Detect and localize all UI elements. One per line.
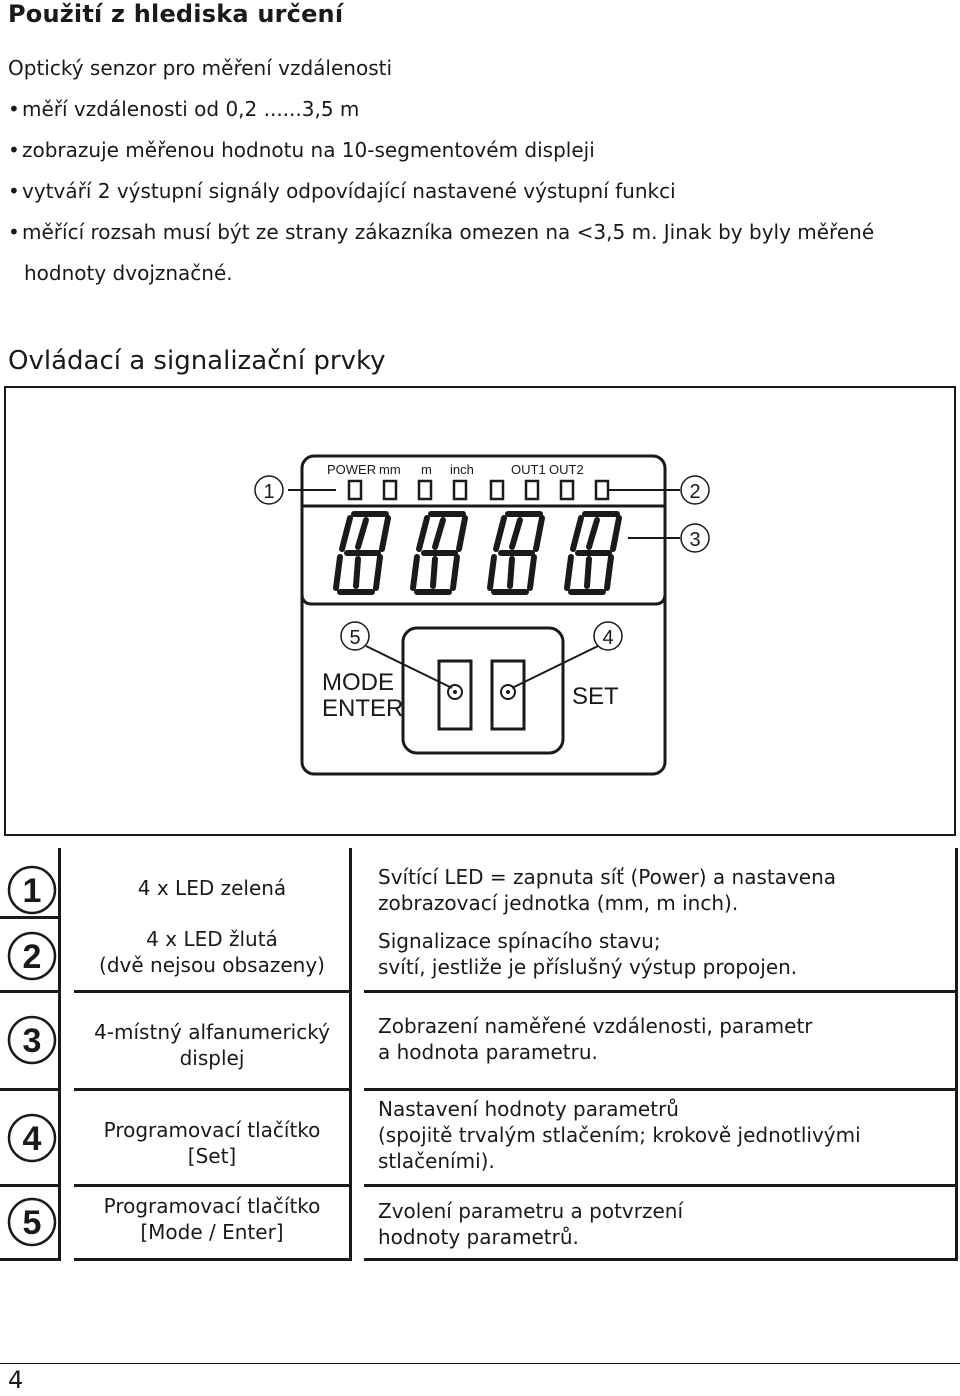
table-bottom (0, 1258, 61, 1261)
row-number-5 (6, 1196, 58, 1248)
description-cell (378, 864, 948, 916)
svg-text:3: 3 (22, 1022, 42, 1060)
row-separator (0, 916, 61, 919)
led-indicator (526, 481, 538, 499)
element-cell (74, 1193, 350, 1245)
description-cell (378, 928, 948, 980)
element-cell (74, 875, 350, 901)
page-number: 4 (8, 1366, 24, 1394)
footer-rule (0, 1363, 960, 1364)
callout-2 (681, 476, 709, 504)
led-indicator (596, 481, 608, 499)
set-label: SET (572, 683, 619, 710)
row-separator (364, 1184, 958, 1187)
digit-segment-group (336, 514, 388, 592)
description-text: Zvolení parametru a potvrzení (378, 1199, 684, 1223)
element-cell (74, 1117, 350, 1169)
element-text: 4 x LED žlutá (146, 927, 278, 951)
element-cell (74, 926, 350, 978)
description-cell (378, 1198, 948, 1250)
svg-text:1: 1 (263, 481, 275, 503)
led-indicator (419, 481, 431, 499)
digit-segment-group (567, 514, 619, 592)
section-title-usage: Použití z hlediska určení (8, 0, 344, 28)
svg-text:1: 1 (22, 872, 42, 910)
callout-4 (594, 622, 622, 650)
description-text: stlačeními). (378, 1149, 495, 1173)
description-text: hodnoty parametrů. (378, 1225, 579, 1249)
callout-3 (681, 524, 709, 552)
enter-label: ENTER (322, 695, 404, 722)
mode-enter-button[interactable] (439, 661, 471, 729)
bullet-text: vytváří 2 výstupní signály odpovídající nastavené výstupní funkci (22, 179, 676, 203)
row-number-4 (6, 1112, 58, 1164)
description-text: a hodnota parametru. (378, 1040, 598, 1064)
section-title-controls: Ovládací a signalizační prvky (8, 346, 386, 376)
description-text: (spojitě trvalým stlačením; krokově jednotlivými (378, 1123, 861, 1147)
device-outline (302, 456, 665, 774)
seven-segment-display (336, 514, 619, 592)
row-separator (364, 1088, 958, 1091)
element-text: 4 x LED zelená (137, 876, 287, 900)
description-text: Svítící LED = zapnuta síť (Power) a nastavena (378, 865, 837, 889)
set-button[interactable] (492, 661, 524, 729)
bullet-item (8, 179, 676, 203)
elements-table (0, 848, 960, 1262)
bullet-text: měřící rozsah musí být ze strany zákazníka omezen na <3,5 m. Jinak by byly měřené (22, 220, 875, 244)
led-indicator (454, 481, 466, 499)
description-text: svítí, jestliže je příslušný výstup propojen. (378, 955, 798, 979)
svg-text:5: 5 (22, 1204, 42, 1242)
intro-text: Optický senzor pro měření vzdálenosti (8, 56, 393, 80)
svg-text:4: 4 (22, 1120, 42, 1158)
digit-segment-group (490, 514, 542, 592)
svg-text:2: 2 (22, 938, 42, 976)
svg-text:4: 4 (602, 627, 614, 649)
bullet-dot: • (8, 220, 20, 244)
description-cell (378, 1096, 948, 1174)
svg-text:3: 3 (689, 529, 701, 551)
callout-5 (341, 622, 369, 650)
led-label-inch: inch (450, 462, 474, 477)
row-separator (0, 990, 61, 993)
description-text: Signalizace spínacího stavu; (378, 929, 661, 953)
led-label-power: POWER (327, 462, 377, 477)
led-indicator (349, 481, 361, 499)
row-number-3 (6, 1014, 58, 1066)
svg-text:5: 5 (349, 627, 361, 649)
row-separator (364, 990, 958, 993)
bullet-text: zobrazuje měřenou hodnotu na 10-segmentovém displeji (22, 138, 595, 162)
bullet-item (8, 138, 595, 162)
element-cell (74, 1019, 350, 1071)
element-text: Programovací tlačítko (103, 1118, 321, 1142)
row-separator (0, 1184, 61, 1187)
element-text: 4-místný alfanumerický (94, 1020, 330, 1044)
bullet-item (8, 97, 359, 121)
description-cell (378, 1013, 948, 1065)
row-number-2 (6, 930, 58, 982)
led-indicators (349, 481, 608, 499)
led-label-mm: mm (379, 462, 401, 477)
bullet-dot: • (8, 138, 20, 162)
table-divider-3 (955, 848, 958, 1260)
table-divider-1 (58, 848, 61, 1260)
led-indicator (491, 481, 503, 499)
row-separator (74, 1184, 352, 1187)
button-housing (403, 628, 563, 753)
description-text: zobrazovací jednotka (mm, m inch). (378, 891, 739, 915)
callout-1 (255, 476, 283, 504)
bullet-dot: • (8, 97, 20, 121)
bullet-continuation: hodnoty dvojznačné. (24, 261, 233, 285)
row-separator (0, 1088, 61, 1091)
led-indicator (561, 481, 573, 499)
row-separator (74, 1088, 352, 1091)
description-text: Zobrazení naměřené vzdálenosti, parametr (378, 1014, 813, 1038)
element-text: [Set] (187, 1144, 237, 1168)
element-text: displej (179, 1046, 245, 1070)
mode-label: MODE (322, 669, 394, 696)
led-label-out1: OUT1 (511, 462, 546, 477)
description-text: Nastavení hodnoty parametrů (378, 1097, 679, 1121)
bullet-text: měří vzdálenosti od 0,2 ......3,5 m (22, 97, 360, 121)
device-diagram-svg (6, 388, 954, 834)
bullet-dot: • (8, 179, 20, 203)
led-label-m: m (421, 462, 432, 477)
element-text: [Mode / Enter] (140, 1220, 284, 1244)
digit-segment-group (413, 514, 465, 592)
table-bottom (364, 1258, 958, 1261)
element-text: Programovací tlačítko (103, 1194, 321, 1218)
led-indicator (384, 481, 396, 499)
table-bottom (74, 1258, 352, 1261)
element-text: (dvě nejsou obsazeny) (99, 953, 325, 977)
led-label-out2: OUT2 (549, 462, 584, 477)
device-diagram (4, 386, 956, 836)
row-separator (74, 990, 352, 993)
svg-text:2: 2 (689, 481, 701, 503)
bullet-item (8, 220, 874, 244)
row-number-1 (6, 864, 58, 916)
